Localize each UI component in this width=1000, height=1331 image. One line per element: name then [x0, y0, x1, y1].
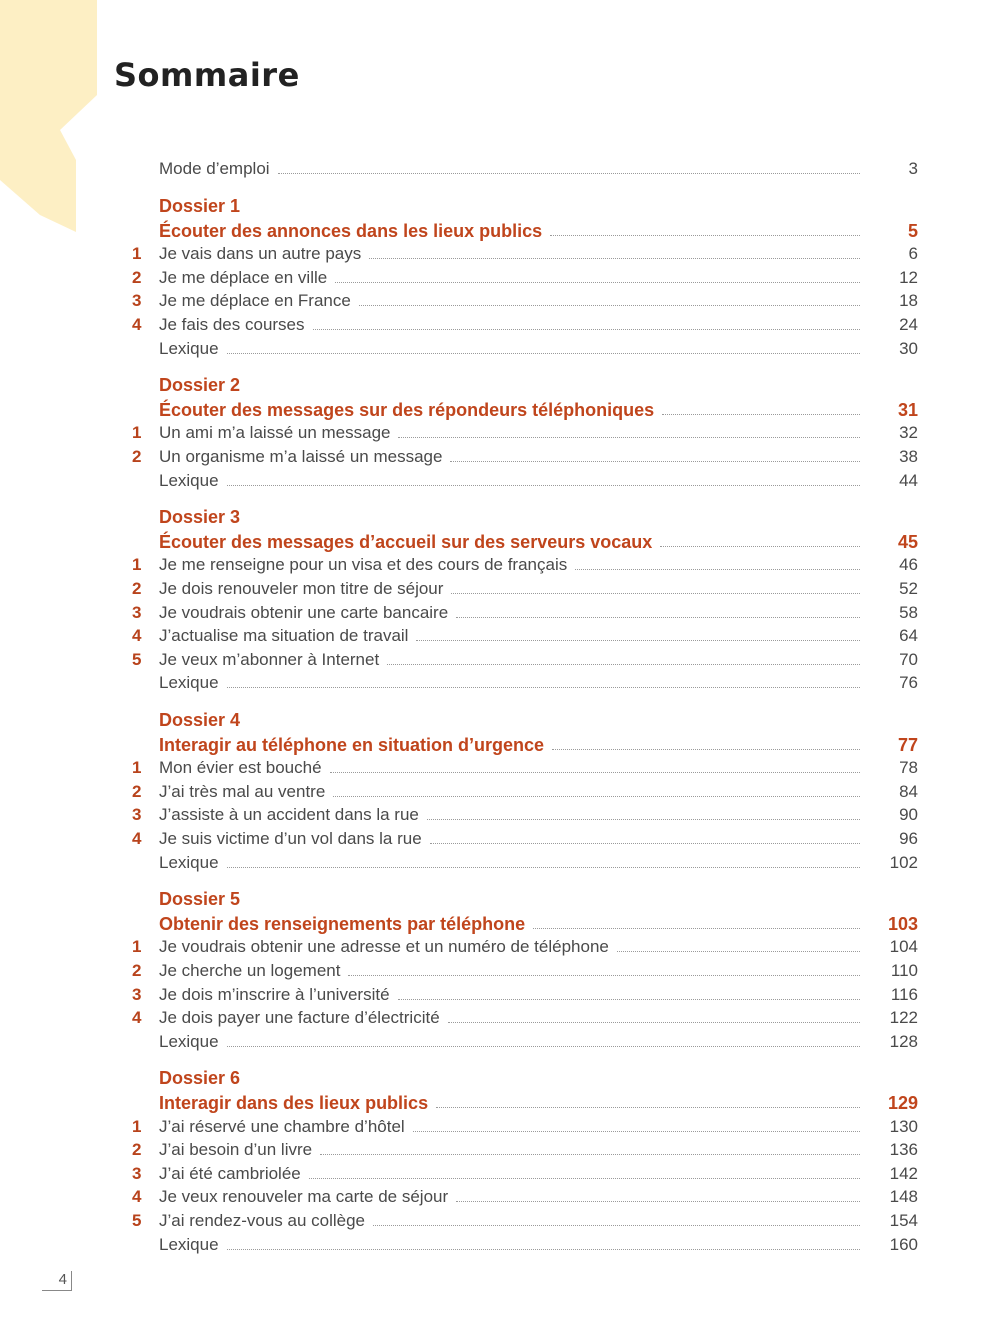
toc-entry-page: 46	[899, 555, 918, 575]
toc-entry-text: Je vais dans un autre pays	[159, 244, 362, 264]
toc-entry-text: Lexique	[159, 1031, 219, 1051]
dot-leader	[413, 1130, 860, 1132]
toc-entry-text: Je me renseigne pour un visa et des cours de français	[159, 555, 568, 575]
toc-entry[interactable]	[132, 1162, 918, 1184]
dossier-label: Dossier 3	[159, 507, 241, 528]
toc-entry-text: J’ai très mal au ventre	[159, 781, 326, 801]
toc-entry-page: 160	[889, 1234, 918, 1254]
toc-entry-number: 4	[132, 315, 142, 334]
dossier-heading[interactable]	[132, 912, 918, 934]
toc-entry-page: 24	[899, 315, 918, 334]
toc-entry[interactable]	[132, 601, 918, 623]
toc-entry-page: 18	[899, 291, 918, 311]
toc-entry-text: Je cherche un logement	[159, 961, 341, 980]
toc-entry[interactable]	[132, 445, 918, 467]
dot-leader	[456, 616, 860, 618]
toc-entry-page: 45	[897, 531, 918, 552]
toc-entry-lexique[interactable]	[132, 337, 918, 359]
dot-leader	[309, 1177, 860, 1179]
toc-entry[interactable]	[132, 1115, 918, 1137]
toc-entry-number: 1	[132, 758, 142, 778]
toc-entry-text: Je voudrais obtenir une adresse et un numéro de téléphone	[159, 937, 609, 957]
dot-leader	[660, 545, 860, 547]
toc-entry-text: Je voudrais obtenir une carte bancaire	[159, 602, 449, 622]
toc-entry[interactable]	[132, 1006, 918, 1028]
dot-leader	[369, 257, 860, 259]
dossier-label: Dossier 4	[159, 710, 241, 730]
toc-entry-number: 1	[132, 555, 142, 575]
toc-entry[interactable]	[132, 756, 918, 778]
toc-entry-text: Je me déplace en France	[159, 291, 351, 311]
toc-entry-text: Mon évier est bouché	[159, 758, 322, 778]
toc-entry-page: 96	[899, 829, 918, 848]
toc-entry-page: 116	[890, 984, 918, 1004]
toc-entry-page: 30	[899, 338, 918, 358]
toc-entry-number: 2	[132, 447, 142, 466]
toc-entry[interactable]	[132, 289, 918, 311]
toc-entry-text: Obtenir des renseignements par téléphone	[159, 913, 526, 934]
toc-entry[interactable]	[132, 266, 918, 288]
toc-entry[interactable]	[132, 803, 918, 825]
toc-entry[interactable]	[132, 242, 918, 264]
toc-entry-page: 90	[899, 805, 918, 825]
dot-leader	[333, 795, 860, 797]
dot-leader	[448, 1021, 860, 1023]
dossier-label: Dossier 5	[159, 889, 241, 910]
toc-entry-text: Lexique	[159, 338, 219, 358]
toc-entry-page: 104	[889, 937, 918, 957]
toc-entry-lexique[interactable]	[132, 469, 918, 491]
toc-entry-number: 2	[132, 961, 142, 980]
toc-entry-number: 1	[132, 244, 142, 264]
toc-entry-text: J’actualise ma situation de travail	[159, 626, 409, 646]
dot-leader	[450, 460, 860, 462]
dot-leader	[456, 1200, 860, 1202]
toc-entry-number: 4	[132, 829, 142, 848]
toc-entry-page: 77	[897, 734, 918, 755]
toc-entry-page: 52	[899, 579, 918, 598]
toc-entry-page: 12	[899, 267, 918, 287]
dot-leader	[359, 304, 860, 306]
toc-entry-page: 38	[899, 447, 918, 466]
toc-entry-lexique[interactable]	[132, 671, 918, 693]
toc-entry-number: 2	[132, 1140, 142, 1160]
dot-leader	[320, 1153, 860, 1155]
toc-entry[interactable]	[132, 648, 918, 670]
dot-leader	[533, 927, 860, 929]
toc-entry-text: J’assiste à un accident dans la rue	[159, 805, 419, 825]
toc-entry-page: 136	[889, 1140, 918, 1160]
toc-entry-text: Je dois m’inscrire à l’université	[159, 984, 390, 1004]
toc-entry-text: J’ai rendez-vous au collège	[159, 1211, 366, 1230]
toc-entry-page: 110	[890, 961, 918, 980]
toc-entry-number: 3	[132, 291, 142, 311]
toc-entry-page: 102	[889, 852, 918, 872]
toc-entry-page: 6	[908, 244, 918, 264]
toc-entry[interactable]	[132, 780, 918, 802]
dot-leader	[227, 866, 860, 868]
toc-entry-text: J’ai besoin d’un livre	[159, 1140, 313, 1160]
toc-entry-mode-emploi[interactable]	[132, 157, 918, 179]
toc-entry-lexique[interactable]	[132, 1233, 918, 1255]
toc-entry[interactable]	[132, 313, 918, 335]
dot-leader	[617, 950, 860, 952]
toc-entry[interactable]	[132, 935, 918, 957]
dot-leader	[436, 1106, 860, 1108]
toc-entry-page: 58	[899, 602, 918, 622]
toc-entry-page: 3	[908, 159, 918, 178]
toc-entry-page: 31	[897, 399, 918, 420]
toc-entry-page: 128	[889, 1031, 918, 1051]
dot-leader	[313, 328, 860, 330]
toc-entry-page: 5	[907, 220, 918, 241]
toc-entry-text: Interagir dans des lieux publics	[159, 1093, 429, 1113]
toc-entry-text: Je veux renouveler ma carte de séjour	[159, 1187, 449, 1207]
toc-entry-page: 148	[889, 1187, 918, 1207]
toc-entry-text: Lexique	[159, 673, 219, 693]
dot-leader	[227, 484, 860, 486]
toc-entry-number: 1	[132, 937, 142, 957]
toc-entry-number: 5	[132, 1211, 142, 1230]
page-number: 4	[42, 1271, 72, 1291]
toc-entry-lexique[interactable]	[132, 1030, 918, 1052]
dot-leader	[387, 663, 860, 665]
dot-leader	[550, 234, 860, 236]
toc-entry-number: 5	[132, 649, 142, 669]
toc-entry-text: J’ai été cambriolée	[159, 1163, 301, 1183]
dossier-heading[interactable]	[132, 219, 918, 241]
toc-entry[interactable]	[132, 1185, 918, 1207]
toc-entry[interactable]	[132, 624, 918, 646]
dot-leader	[373, 1224, 860, 1226]
toc-entry[interactable]	[132, 1209, 918, 1231]
toc-entry-text: Lexique	[159, 852, 219, 872]
dossier-label: Dossier 2	[159, 375, 241, 396]
toc-entry-lexique[interactable]	[132, 851, 918, 873]
toc-entry-page: 78	[899, 758, 918, 778]
toc-entry-number: 3	[132, 805, 142, 825]
dot-leader	[430, 842, 860, 844]
dot-leader	[227, 1045, 860, 1047]
toc-entry-page: 84	[899, 781, 918, 801]
page-title: Sommaire	[114, 56, 300, 94]
toc-entry-text: Je dois payer une facture d’électricité	[159, 1008, 440, 1028]
dot-leader	[427, 818, 860, 820]
dot-leader	[330, 771, 860, 773]
toc-entry-text: Interagir au téléphone en situation d’urgence	[159, 734, 545, 755]
toc-entry-text: Lexique	[159, 470, 219, 490]
dot-leader	[451, 592, 860, 594]
toc-entry-text: Un ami m’a laissé un message	[159, 423, 391, 443]
toc-entry-number: 1	[132, 1116, 142, 1136]
toc-entry-text: J’ai réservé une chambre d’hôtel	[159, 1116, 405, 1136]
dot-leader	[552, 748, 860, 750]
toc-entry[interactable]	[132, 827, 918, 849]
toc-entry[interactable]	[132, 959, 918, 981]
toc-entry-number: 1	[132, 423, 142, 443]
toc-entry-page: 142	[889, 1163, 918, 1183]
dot-leader	[662, 413, 860, 415]
toc-entry-text: Écouter des messages d’accueil sur des serveurs vocaux	[159, 531, 653, 552]
toc-entry[interactable]	[132, 421, 918, 443]
dot-leader	[227, 352, 860, 354]
toc-entry-page: 129	[888, 1093, 919, 1113]
toc-entry-number: 3	[132, 1163, 142, 1183]
toc-entry-number: 2	[132, 781, 142, 801]
toc-entry-number: 2	[132, 579, 142, 598]
dossier-label: Dossier 6	[159, 1068, 241, 1089]
corner-decoration	[0, 0, 100, 235]
dot-leader	[348, 974, 860, 976]
dot-leader	[227, 1248, 860, 1250]
toc-entry-text: Mode d’emploi	[159, 159, 270, 178]
toc-entry[interactable]	[132, 983, 918, 1005]
dossier-label: Dossier 1	[159, 196, 241, 216]
toc-entry-text: Écouter des annonces dans les lieux publics	[159, 220, 543, 241]
toc-entry-page: 130	[889, 1116, 918, 1136]
toc-entry-number: 4	[132, 1008, 142, 1028]
dossier-heading[interactable]	[132, 1091, 918, 1113]
toc-entry[interactable]	[132, 553, 918, 575]
toc-entry-page: 70	[899, 649, 918, 669]
toc-entry-text: Écouter des messages sur des répondeurs téléphoniques	[159, 399, 655, 420]
dossier-heading[interactable]	[132, 398, 918, 420]
toc-entry[interactable]	[132, 1138, 918, 1160]
toc-entry-number: 2	[132, 267, 142, 287]
toc-entry-text: Je veux m’abonner à Internet	[159, 649, 380, 669]
toc-entry-text: Je dois renouveler mon titre de séjour	[159, 579, 444, 598]
toc-entry-number: 4	[132, 1187, 142, 1207]
toc-entry-page: 122	[889, 1008, 918, 1028]
toc-entry-page: 154	[889, 1211, 918, 1230]
toc-entry-number: 3	[132, 602, 142, 622]
dot-leader	[335, 281, 860, 283]
toc-entry-page: 32	[899, 423, 918, 443]
toc-entry-page: 64	[899, 626, 918, 646]
toc-entry-page: 76	[899, 673, 918, 693]
dossier-heading[interactable]	[132, 733, 918, 755]
toc-entry-text: Je suis victime d’un vol dans la rue	[159, 829, 422, 848]
dot-leader	[575, 568, 860, 570]
toc-entry[interactable]	[132, 577, 918, 599]
toc-entry-text: Je fais des courses	[159, 315, 305, 334]
dot-leader	[278, 172, 860, 174]
toc-entry-page: 103	[888, 913, 919, 934]
toc-entry-text: Je me déplace en ville	[159, 267, 328, 287]
dot-leader	[227, 686, 860, 688]
toc-entry-number: 3	[132, 984, 142, 1004]
toc-entry-text: Lexique	[159, 1234, 219, 1254]
toc-entry-page: 44	[899, 470, 918, 490]
dot-leader	[398, 436, 860, 438]
dot-leader	[398, 998, 860, 1000]
toc-entry-text: Un organisme m’a laissé un message	[159, 447, 443, 466]
dossier-heading[interactable]	[132, 530, 918, 552]
dot-leader	[416, 639, 860, 641]
toc-entry-number: 4	[132, 626, 142, 646]
